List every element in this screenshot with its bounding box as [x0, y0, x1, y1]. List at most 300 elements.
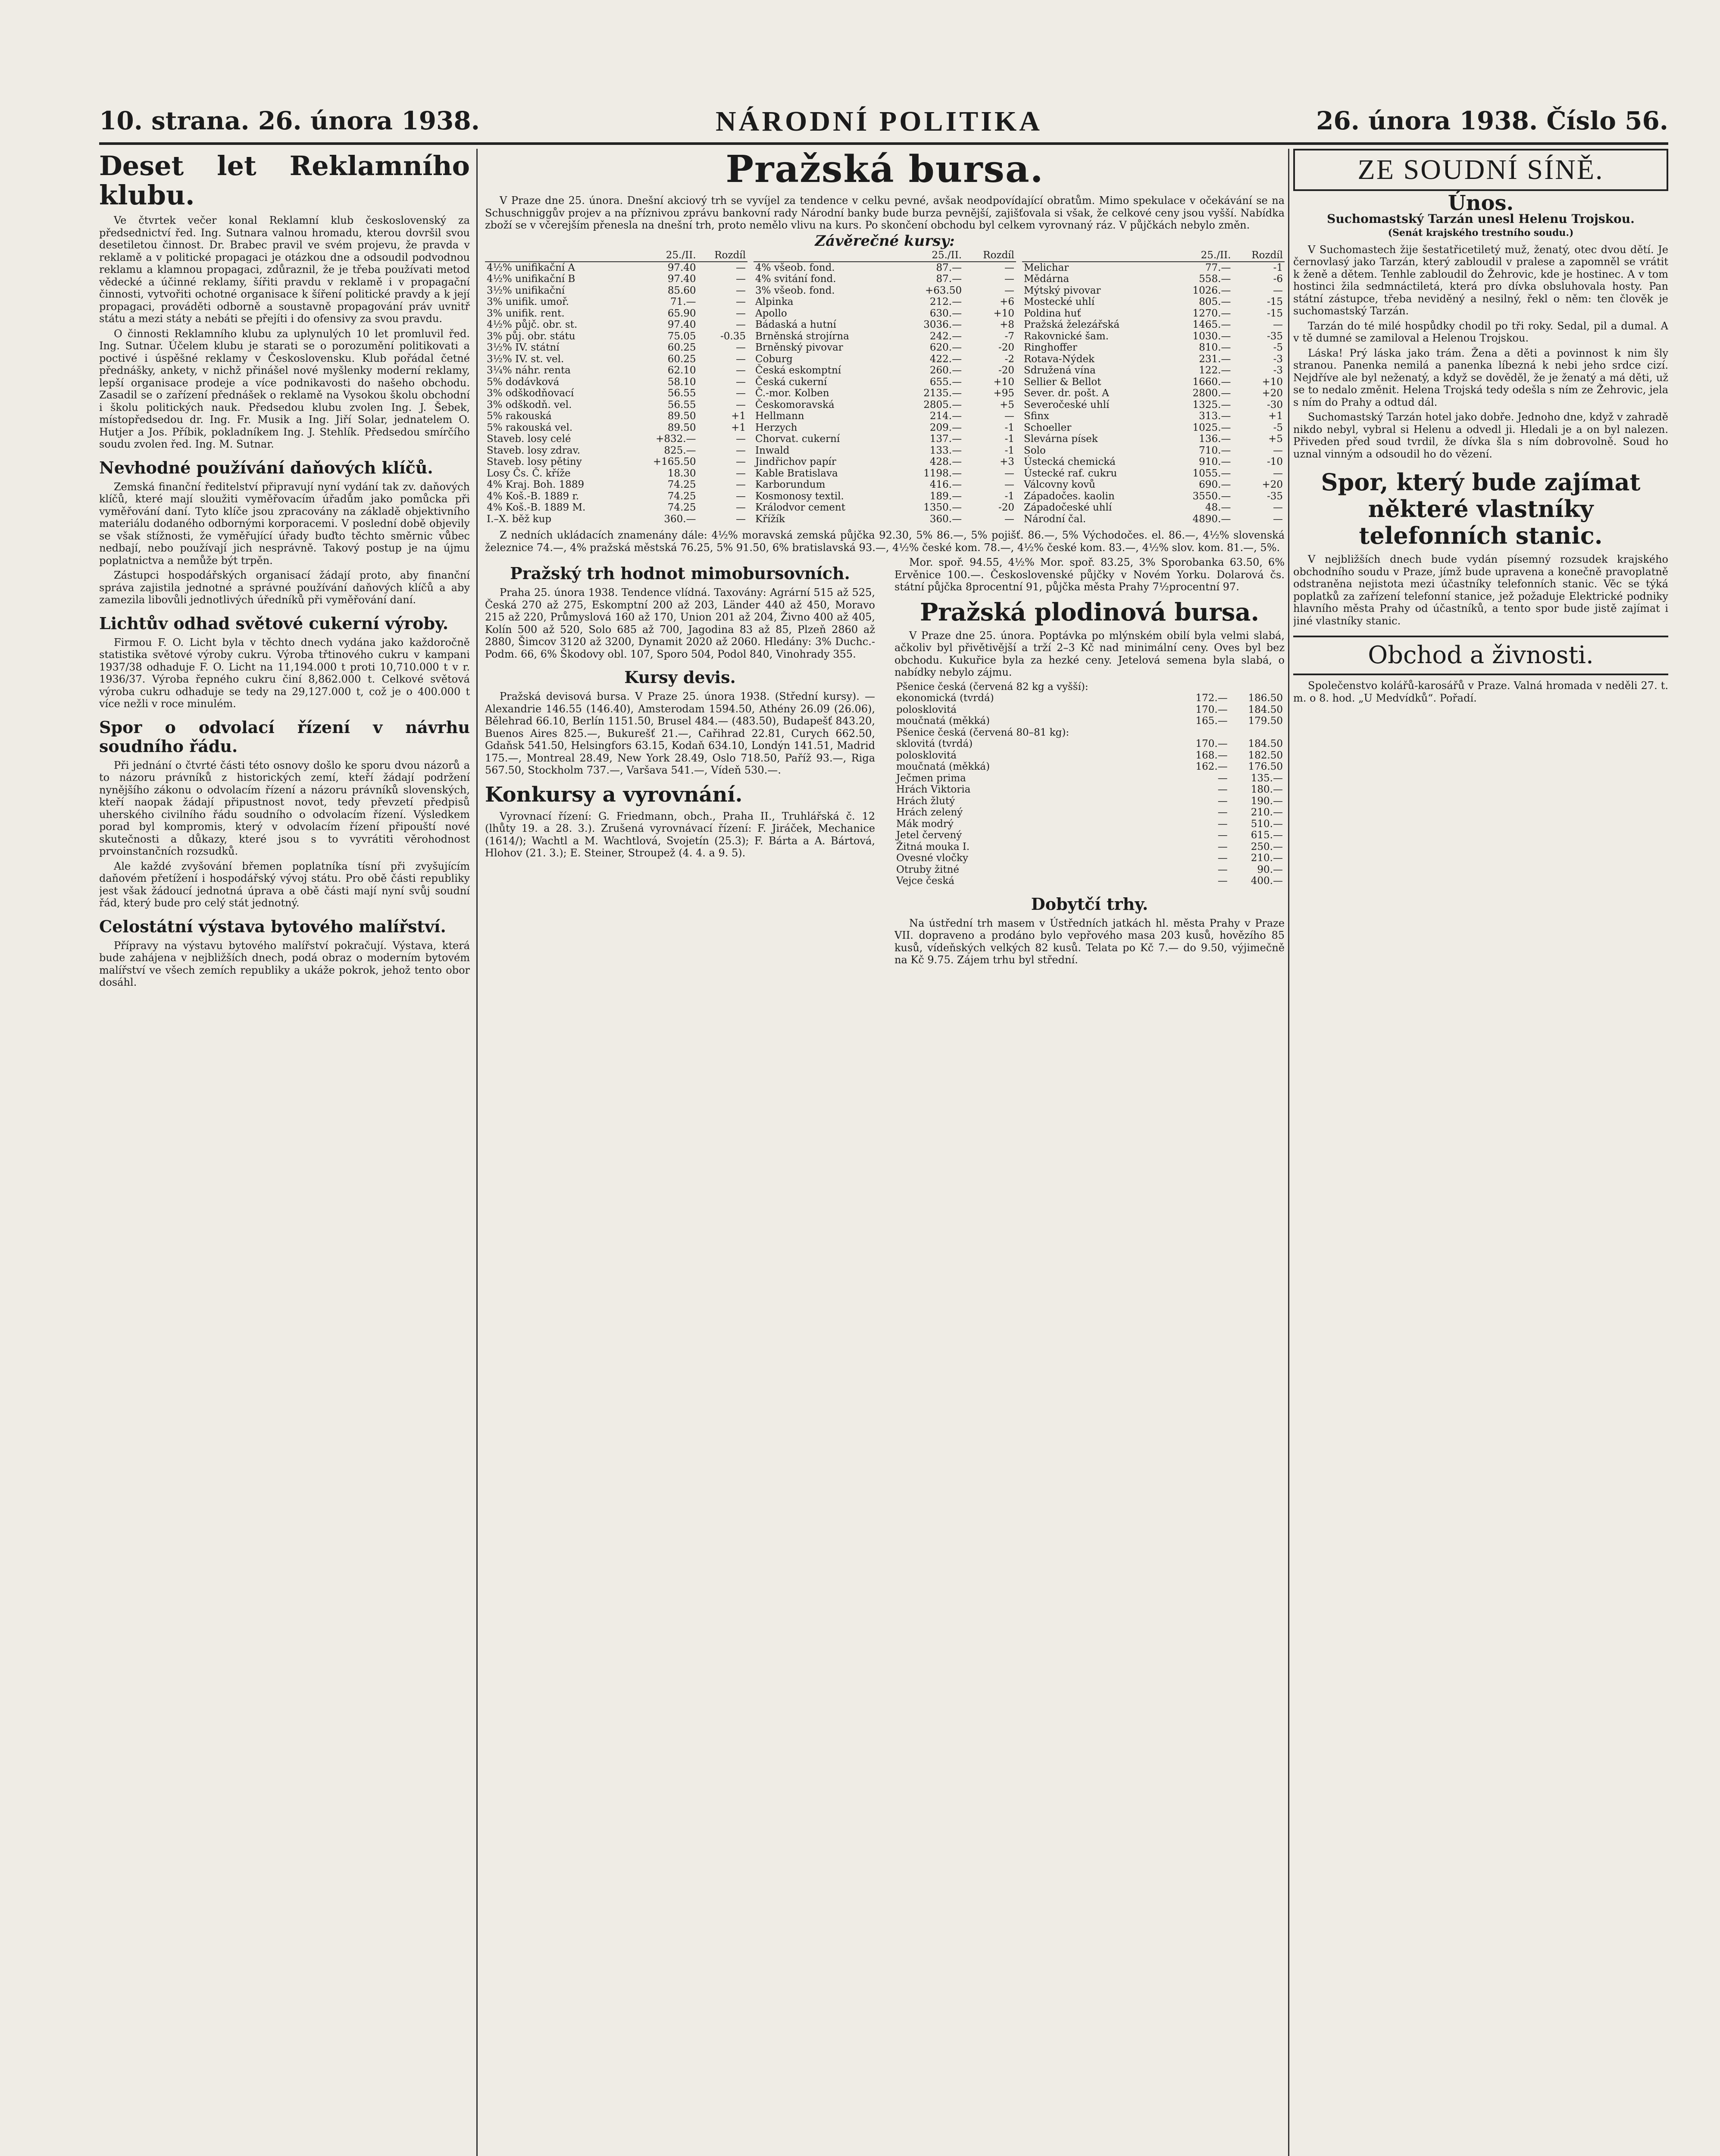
table-cell: 3% unifik. umoř. — [487, 296, 569, 307]
table-cell: Žitná mouka I. — [896, 841, 970, 852]
section-paragraph: Vyrovnací řízení: G. Friedmann, obch., Praha II., Truhlářská č. 12 (lhůty 19. a 28. 3.). Zrušená vyrovnávací řízení: F. Jiráček, Mechanice (1614/); Wachtl a M. Wachtlová, Svojetín (25.3); F. Bárta a A. Bártová, Hlohov (21. 3.); E. Steiner, Stroupež (4. 4. a 9. 5). — [485, 810, 875, 859]
table-cell: 3¼% náhr. renta — [487, 365, 571, 376]
table-cell: — — [736, 342, 746, 353]
table-cell: Brněnský pivovar — [755, 342, 843, 353]
table-cell: Mýtský pivovar — [1024, 285, 1101, 296]
table-row — [754, 411, 1016, 422]
table-cell — [1229, 681, 1285, 693]
table-cell: — — [1217, 841, 1228, 852]
table-row — [754, 273, 1016, 285]
table-cell: — — [736, 307, 746, 319]
table-cell: -2 — [1004, 353, 1014, 365]
table-row — [485, 399, 747, 411]
table-cell: 85.60 — [667, 285, 696, 296]
table-cell: Válcovny kovů — [1024, 479, 1095, 490]
table-cell: — — [1004, 273, 1014, 285]
section-title: Dobytčí trhy. — [1031, 894, 1148, 914]
table-cell: — — [736, 467, 746, 479]
rates-table-left — [485, 250, 747, 525]
grain-prices-table — [894, 681, 1285, 887]
table-row — [1022, 285, 1285, 297]
table-row — [754, 433, 1016, 445]
table-cell: 212.— — [929, 296, 962, 307]
table-cell: 422.— — [929, 353, 962, 365]
table-row — [754, 399, 1016, 411]
table-row — [485, 433, 747, 445]
table-cell: 74.25 — [667, 490, 696, 502]
table-cell: 182.50 — [1248, 749, 1283, 761]
article-subtitle: Suchomastský Tarzán unesl Helenu Trojskou. — [1327, 211, 1635, 226]
table-cell: 4½% půjč. obr. st. — [487, 319, 578, 330]
table-cell: 4% svitání fond. — [755, 273, 836, 285]
table-row — [754, 502, 1016, 514]
table-cell: Pražská železářská — [1024, 319, 1120, 330]
table-cell: — — [736, 388, 746, 399]
table-row — [1022, 411, 1285, 422]
table-cell: 3% odškodňovací — [487, 388, 574, 399]
table-row — [1022, 502, 1285, 514]
court-section-box: ZE SOUDNÍ SÍNĚ. — [1293, 149, 1668, 191]
table-cell: 655.— — [929, 376, 962, 388]
table-row — [754, 491, 1016, 502]
table-cell: +63.50 — [925, 285, 962, 296]
table-cell: 170.— — [1195, 704, 1228, 715]
table-cell: 2805.— — [923, 399, 962, 411]
table-row — [754, 354, 1016, 365]
table-row — [1022, 319, 1285, 331]
article-title: Deset let Reklamního klubu. — [99, 150, 470, 211]
table-cell: Brněnská strojírna — [755, 330, 849, 342]
table-cell: — — [736, 490, 746, 502]
section-title: Kursy devis. — [624, 667, 736, 687]
table-cell: — — [1273, 285, 1283, 296]
table-cell: Národní čal. — [1024, 513, 1086, 525]
table-cell: 87.— — [936, 262, 962, 273]
table-row — [485, 376, 747, 388]
table-cell: — — [1273, 513, 1283, 525]
table-row — [754, 456, 1016, 468]
table-cell: — — [1217, 784, 1228, 795]
article-title: Spor, který bude zajímat některé vlastníky telefonních stanic. — [1321, 468, 1641, 549]
table-cell: 60.25 — [667, 342, 696, 353]
table-cell: 5% dodávková — [487, 376, 560, 388]
table-row — [485, 331, 747, 342]
table-cell: Ringhoffer — [1024, 342, 1077, 353]
table-row — [485, 319, 747, 331]
table-cell: 1465.— — [1192, 319, 1231, 330]
article-paragraph: V nejbližších dnech bude vydán písemný rozsudek krajského obchodního soudu v Praze, jímž bude upravena a konečně pravoplatně odstraněna nejistota mezi účastníky telefonních stanic. Věc se týká poplatků za zařízení telefonní stanice, jež požaduje Elektrické podniky hlavního města Prahy od účastníků, a tento spor bude jistě zajímat i jiné vlastníky stanic. — [1293, 553, 1668, 627]
table-cell: Bádaská a hutní — [755, 319, 836, 330]
table-cell: 428.— — [929, 456, 962, 467]
table-cell: Králodvor cement — [755, 502, 845, 513]
table-row — [894, 773, 1285, 784]
table-cell — [1178, 727, 1229, 739]
table-cell: Slevárna písek — [1024, 433, 1098, 445]
table-row — [1022, 308, 1285, 320]
table-row — [1022, 388, 1285, 399]
table-cell: — — [1217, 875, 1228, 887]
article-paragraph: Suchomastský Tarzán hotel jako dobře. Jednoho dne, když v zahradě nikdo nebyl, vybral si Helenu a odvedl ji. Hledali je a on byl nalezen. Přiveden před soud tvrdil, že dívka šla s ním dobrovolně. Soud ho uznal vinným a odsoudil ho do vězení. — [1293, 411, 1668, 460]
table-row — [485, 262, 747, 274]
table-cell: 630.— — [929, 307, 962, 319]
table-cell: 190.— — [1251, 795, 1283, 807]
table-cell: Mostecké uhlí — [1024, 296, 1095, 307]
table-row — [485, 456, 747, 468]
table-cell: +5 — [1000, 399, 1014, 411]
column-header — [1022, 250, 1170, 262]
table-row — [754, 479, 1016, 491]
table-cell: -3 — [1273, 353, 1283, 365]
table-row — [754, 262, 1016, 274]
table-cell: 65.90 — [667, 307, 696, 319]
table-cell: +832.— — [656, 433, 696, 445]
table-row — [754, 319, 1016, 331]
table-cell: Ovesné vločky — [896, 852, 969, 864]
table-cell: I.–X. běž kup — [487, 513, 552, 525]
table-row — [1022, 376, 1285, 388]
section-paragraph: Mor. spoř. 94.55, 4½% Mor. spoř. 83.25, 3% Sporobanka 63.50, 6% Ervěnice 100.—. Československé půjčky v Novém Yorku. Dolarová čs. státní půjčka 8procentní 91, půjčka města Prahy 7½procentní 97. — [894, 556, 1285, 593]
table-cell: 135.— — [1251, 772, 1283, 784]
table-cell: 133.— — [929, 445, 962, 456]
table-cell: 3% odškodň. vel. — [487, 399, 572, 411]
table-cell: Ječmen prima — [896, 772, 966, 784]
table-cell: 97.40 — [667, 262, 696, 273]
table-cell: +1 — [731, 422, 746, 433]
table-cell: -0.35 — [720, 330, 746, 342]
table-cell: Chorvat. cukerní — [755, 433, 840, 445]
table-cell: -6 — [1273, 273, 1283, 285]
table-cell: polosklovitá — [896, 704, 957, 715]
table-cell: — — [1217, 864, 1228, 875]
table-cell: — — [736, 456, 746, 467]
section-paragraph: Pražská devisová bursa. V Praze 25. února 1938. (Střední kursy). — Alexandrie 146.55 (146.40), Amsterodam 1594.50, Athény 26.09 (26.06), Bělehrad 66.10, Berlín 1151.50, Brusel 484.— (483.50), Budapešť 843.20, Buenos Aires 825.—, Bukurešť 21.—, Cařihrad 22.81, Curych 662.50, Gdaňsk 541.50, Helsingfors 63.15, Kodaň 634.10, Londýn 141.51, Madrid 175.—, Montreal 28.49, New York 28.49, Oslo 718.50, Paříž 93.—, Riga 567.50, Stockholm 737.—, Varšava 541.—, Vídeň 530.—. — [485, 690, 875, 776]
table-cell: -1 — [1004, 490, 1014, 502]
table-cell: 3½% IV. st. vel. — [487, 353, 564, 365]
table-row — [894, 715, 1285, 727]
table-row — [894, 807, 1285, 818]
table-cell: Ústecké raf. cukru — [1024, 467, 1117, 479]
table-cell: -3 — [1273, 365, 1283, 376]
table-cell: — — [1273, 467, 1283, 479]
table-row — [485, 514, 747, 525]
table-cell: 90.— — [1257, 864, 1283, 875]
article-paragraph: Tarzán do té milé hospůdky chodil po tři roky. Sedal, pil a dumal. A v tě dumné se zamiloval a Helenou Trojskou. — [1293, 320, 1668, 344]
table-cell: 710.— — [1199, 445, 1231, 456]
table-cell: +3 — [1000, 456, 1014, 467]
table-cell: Sfinx — [1024, 411, 1049, 422]
rates-table-right — [1022, 250, 1285, 525]
column-header — [754, 250, 901, 262]
bursa-lower — [485, 556, 1285, 969]
table-row — [485, 273, 747, 285]
table-row — [485, 422, 747, 434]
article-paragraph: O činnosti Reklamního klubu za uplynulých 10 let promluvil řed. Ing. Sutnar. Účelem klubu je starati se o porozumění politikovati a poctivé i úspěšné reklamy v Československu. Klub pořádal četné přednášky, ankety, v nichž přinášel nové myšlenky moderní reklamy, lepší organisace prodeje a více podnikavosti do našeho obchodu. Zasadil se o zařízení přednášek o reklamě na Vysokou školu obchodní i školu politických nauk. Předsedou klubu zvolen Ing. J. Šebek, místopředsedou dr. Ing. Fr. Musik a Ing. Jiří Solar, jednatelem O. Hutjer a Jos. Příbik, pokladníkem Ing. J. Stehlík. Předsedou smírčího soudu zvolen řed. Ing. M. Sutnar. — [99, 327, 470, 450]
table-cell: 810.— — [1199, 342, 1231, 353]
table-cell: 1055.— — [1192, 467, 1231, 479]
article-paragraph: V Suchomastech žije šestatřicetiletý muž, ženatý, otec dvou dětí. Je černovlasý jako Tarzán, který zabloudil v pralese a zapomněl se vrátit k ženě a dětem. Tenhle zabloudil do Žehrovic, kde je hostinec. A v tom hostinci žila sedmnáctiletá, která pro dívka obsluhovala hosty. Pan státní zástupce, třeba neviděný a nesilný, řekl o něm: ten člověk je suchomastský Tarzán. — [1293, 243, 1668, 317]
table-cell: 18.30 — [667, 467, 696, 479]
table-cell: -5 — [1273, 422, 1283, 433]
table-cell: 4% Koš.-B. 1889 M. — [487, 502, 586, 513]
table-cell: -30 — [1267, 399, 1283, 411]
column-right — [1293, 149, 1668, 2156]
table-cell: 137.— — [929, 433, 962, 445]
bursa-intro: V Praze dne 25. února. Dnešní akciový trh se vyvíjel za tendence v celku pevné, avšak neodpovídající obratům. Mimo spekulace v očekávání se na Schuschniggův projev a na příznivou zprávu bankovní rady Národní banky bude burza pevnější, zajišťovala si však, že celkové ceny jsou vyšší. Nabídka zboží se v včerejším přenesla na dnešní trh, proto nemělo vlivu na kurs. Po skončení obchodu byl celkem vyrovnaný ráz. V půjčkách nebylo změn. — [485, 194, 1285, 231]
article-title: Lichtův odhad světové cukerní výroby. — [99, 613, 449, 633]
table-cell: Rotava-Nýdek — [1024, 353, 1095, 365]
column-header: Rozdíl — [963, 250, 1016, 262]
table-cell: Apollo — [755, 307, 787, 319]
bursa-notes: Z nedních ukládacích znamenány dále: 4½% moravská zemská půjčka 92.30, 5% 86.—, 5% pojišť. 86.—, 5% Východočes. el. 86.—, 4½% slovenská železnice 74.—, 4% pražská městská 76.25, 5% 91.50, 6% bratislavská 93.—, 4½% české kom. 78.—, 4½% české kom. 83.—, 4½% slov. kom. 81.—, 5%. — [485, 529, 1285, 554]
article-paragraph: Přípravy na výstavu bytového malířství pokračují. Výstava, která bude zahájena v nejbližších dnech, podá obraz o moderním bytovém malířství ve všech zemích republiky a ukáže pokrok, jehož tento obor dosáhl. — [99, 939, 470, 988]
table-cell: Solo — [1024, 445, 1046, 456]
table-cell: — — [1217, 772, 1228, 784]
table-cell: 186.50 — [1248, 693, 1283, 704]
table-cell: Jetel červený — [896, 830, 962, 841]
table-cell: — — [1004, 262, 1014, 273]
table-cell: — — [736, 376, 746, 388]
table-cell: 184.50 — [1248, 704, 1283, 715]
table-cell: 260.— — [929, 365, 962, 376]
column-header: 25./II. — [901, 250, 963, 262]
rates-tables — [485, 250, 1285, 525]
table-cell: 74.25 — [667, 479, 696, 490]
table-cell: 416.— — [929, 479, 962, 490]
table-row — [1022, 331, 1285, 342]
table-cell: 4½% unifikační B — [487, 273, 575, 285]
table-cell — [1229, 727, 1285, 739]
table-cell: Západočeské uhlí — [1024, 502, 1112, 513]
table-cell: Otruby žitné — [896, 864, 960, 875]
table-cell: -1 — [1004, 445, 1014, 456]
table-row — [1022, 354, 1285, 365]
table-cell: 558.— — [1199, 273, 1231, 285]
table-cell: 3% půj. obr. státu — [487, 330, 575, 342]
table-cell: 1660.— — [1192, 376, 1231, 388]
article-title: Nevhodné používání daňových klíčů. — [99, 458, 433, 477]
table-cell: 3% všeob. fond. — [755, 285, 835, 296]
table-cell: — — [736, 513, 746, 525]
table-cell: 620.— — [929, 342, 962, 353]
table-cell: +165.50 — [653, 456, 696, 467]
table-cell: 97.40 — [667, 319, 696, 330]
section-paragraph: Na ústřední trh masem v Ústředních jatkách hl. města Prahy v Praze VII. dopraveno a prodáno bylo vepřového masa 203 kusů, hovězího 85 kusů, vídeňských velkých 82 kusů. Telata po Kč 7.— do 9.50, výjimečně na Kč 9.75. Zájem trhu byl střední. — [894, 917, 1285, 966]
table-cell: — — [736, 285, 746, 296]
table-cell: Hrách zelený — [896, 807, 963, 818]
table-row — [485, 502, 747, 514]
table-row — [485, 479, 747, 491]
table-cell: 615.— — [1251, 830, 1283, 841]
column-left — [99, 149, 470, 2156]
table-cell: — — [1217, 818, 1228, 830]
table-cell: -5 — [1273, 342, 1283, 353]
table-cell: Schoeller — [1024, 422, 1072, 433]
table-cell: 2135.— — [923, 388, 962, 399]
table-cell: 510.— — [1251, 818, 1283, 830]
table-cell: -15 — [1267, 307, 1283, 319]
table-cell: -20 — [998, 342, 1014, 353]
table-row — [485, 468, 747, 479]
table-row — [754, 468, 1016, 479]
column-divider — [476, 149, 478, 2156]
table-cell: 209.— — [929, 422, 962, 433]
table-cell: 3½% IV. státní — [487, 342, 560, 353]
table-cell: Česká cukerní — [755, 376, 827, 388]
table-cell: moučnatá (měkká) — [896, 715, 990, 727]
column-header: 25./II. — [631, 250, 697, 262]
table-cell: 170.— — [1195, 738, 1228, 749]
table-cell: sklovitá (tvrdá) — [896, 738, 973, 749]
table-cell: Pšenice česká (červená 80–81 kg): — [896, 727, 1070, 738]
table-row — [1022, 273, 1285, 285]
table-cell: Coburg — [755, 353, 793, 365]
table-cell: -20 — [998, 502, 1014, 513]
table-cell: 1026.— — [1192, 285, 1231, 296]
table-row — [1022, 468, 1285, 479]
table-cell: Poldina huť — [1024, 307, 1081, 319]
table-cell: — — [736, 445, 746, 456]
table-cell: — — [736, 502, 746, 513]
table-cell: -1 — [1273, 262, 1283, 273]
table-cell: 4% Koš.-B. 1889 r. — [487, 490, 579, 502]
table-cell: Jindřichov papír — [755, 456, 836, 467]
table-row — [1022, 342, 1285, 354]
table-cell: 180.— — [1251, 784, 1283, 795]
table-cell: — — [1217, 852, 1228, 864]
table-cell: 77.— — [1205, 262, 1231, 273]
table-cell: — — [1273, 319, 1283, 330]
bursa-lower-right — [894, 556, 1285, 969]
table-cell: Staveb. losy pětiny — [487, 456, 582, 467]
table-cell: — — [1004, 411, 1014, 422]
table-cell: 165.— — [1195, 715, 1228, 727]
table-cell: 242.— — [929, 330, 962, 342]
table-cell: moučnatá (měkká) — [896, 761, 990, 772]
article-paragraph: Zemská finanční ředitelství připravují nyní vydání tak zv. daňových klíčů, které mají sloužiti vyměřovacím úřadům jako pomůcka při vyměřování daní. Tyto klíče jsou zpracovány na základě objektivního materiálu dodaného odbornými korporacemi. V poslední době objevily se však stížnosti, že vyměřující úřady buďto těchto směrnic vůbec nedbají, nebo používají jich nesprávně. Takový postup je na újmu poplatnictva a nemůže být trpěn. — [99, 480, 470, 567]
table-row — [894, 864, 1285, 876]
section-paragraph: Praha 25. února 1938. Tendence vlídná. Taxovány: Agrární 515 až 525, Česká 270 až 275, Eskomptní 200 až 203, Länder 440 až 450, Moravo 215 až 220, Průmyslová 160 až 170, Union 201 až 204, Živno 400 až 405, Kolín 500 až 520, Solo 685 až 700, Jagodina 83 až 85, Plzeň 2860 až 2880, Šimcov 3120 až 3200, Dynamit 2020 až 2060. Hledány: 3% Duchc.-Podm. 66, 6% Škodovy obl. 107, Sporo 504, Podol 840, Vinohrady 355. — [485, 586, 875, 660]
table-row — [1022, 365, 1285, 376]
closing-rates-title: Závěrečné kursy: — [815, 232, 955, 250]
table-cell: 97.40 — [667, 273, 696, 285]
table-cell: 1025.— — [1192, 422, 1231, 433]
column-divider — [1288, 149, 1289, 2156]
table-cell: — — [1004, 467, 1014, 479]
table-cell: Severočeské uhlí — [1024, 399, 1110, 411]
table-cell: Inwald — [755, 445, 790, 456]
table-row — [754, 331, 1016, 342]
table-cell: Staveb. losy celé — [487, 433, 571, 445]
table-row — [754, 376, 1016, 388]
table-cell: — — [1004, 285, 1014, 296]
table-cell: Sever. dr. pošt. A — [1024, 388, 1109, 399]
column-header: 25./II. — [1170, 250, 1233, 262]
table-row — [1022, 433, 1285, 445]
article-subtitle: (Senát krajského trestního soudu.) — [1388, 227, 1574, 238]
table-row — [485, 342, 747, 354]
table-cell: 360.— — [664, 513, 696, 525]
bursa-lower-left — [485, 556, 875, 969]
table-cell: 400.— — [1251, 875, 1283, 887]
article-paragraph: Ale každé zvyšování břemen poplatníka tísní při zvyšujícím daňovém přetížení i hospodářský vývoj státu. Pro obě části republiky jest však žádoucí jednotná úprava a obě části mají nyní svůj soudní řád, který bude pro celý stát jednotný. — [99, 860, 470, 909]
table-cell: 136.— — [1199, 433, 1231, 445]
table-row — [894, 750, 1285, 761]
table-cell: — — [1004, 479, 1014, 490]
table-cell: -1 — [1004, 433, 1014, 445]
table-cell: 162.— — [1195, 761, 1228, 772]
table-row — [894, 761, 1285, 773]
table-cell: Kable Bratislava — [755, 467, 838, 479]
table-cell: Sdružená vína — [1024, 365, 1096, 376]
table-row — [894, 738, 1285, 750]
page-date-left: 10. strana. 26. února 1938. — [99, 106, 480, 135]
table-row — [1022, 456, 1285, 468]
table-cell: 87.— — [936, 273, 962, 285]
table-row — [485, 411, 747, 422]
table-row — [894, 727, 1285, 739]
table-cell: — — [1217, 795, 1228, 807]
table-cell: Západočes. kaolin — [1024, 490, 1115, 502]
table-cell: 5% rakouská vel. — [487, 422, 573, 433]
article-paragraph: Společenstvo kolářů-karosářů v Praze. Valná hromada v neděli 27. t. m. o 8. hod. „U Medvídků“. Pořadí. — [1293, 680, 1668, 704]
table-cell: 56.55 — [667, 399, 696, 411]
table-row — [754, 388, 1016, 399]
table-cell: — — [1273, 502, 1283, 513]
table-row — [754, 342, 1016, 354]
table-cell: 58.10 — [667, 376, 696, 388]
table-cell: +1 — [1268, 411, 1283, 422]
table-cell: 89.50 — [667, 422, 696, 433]
table-cell: 210.— — [1251, 807, 1283, 818]
table-cell: +95 — [993, 388, 1014, 399]
section-paragraph: V Praze dne 25. února. Poptávka po mlýnském obilí byla velmi slabá, ačkoliv byl přivětivější a trží 2–3 Kč nad minimální ceny. Oves byl bez obchodu. Kukuřice byla za hezké ceny. Jetelová semena byla slabá, o nabídky nebylo zájmu. — [894, 629, 1285, 678]
article-title: Celostátní výstava bytového malířství. — [99, 916, 446, 936]
table-cell: Staveb. losy zdrav. — [487, 445, 581, 456]
table-row — [1022, 479, 1285, 491]
table-cell: Vejce česká — [896, 875, 954, 887]
table-cell: 1270.— — [1192, 307, 1231, 319]
table-cell: — — [736, 399, 746, 411]
table-cell: 71.— — [670, 296, 696, 307]
table-cell: 1198.— — [923, 467, 962, 479]
table-cell: 2800.— — [1192, 388, 1231, 399]
section-title: Pražský trh hodnot mimobursovních. — [510, 564, 850, 583]
table-cell: 4% všeob. fond. — [755, 262, 835, 273]
table-cell: — — [1273, 445, 1283, 456]
table-row — [894, 693, 1285, 704]
table-cell: Hellmann — [755, 411, 804, 422]
table-cell: — — [1004, 513, 1014, 525]
table-row — [1022, 399, 1285, 411]
table-cell: — — [736, 262, 746, 273]
table-cell: 250.— — [1251, 841, 1283, 852]
table-cell: 805.— — [1199, 296, 1231, 307]
table-cell: 184.50 — [1248, 738, 1283, 749]
table-row — [754, 308, 1016, 320]
table-row — [754, 296, 1016, 308]
table-cell: Alpinka — [755, 296, 794, 307]
table-cell: 1350.— — [923, 502, 962, 513]
table-cell: Herzych — [755, 422, 797, 433]
table-cell: +20 — [1262, 388, 1283, 399]
table-cell: -35 — [1267, 330, 1283, 342]
table-cell: Křížík — [755, 513, 785, 525]
table-cell: 1325.— — [1192, 399, 1231, 411]
table-row — [754, 445, 1016, 457]
table-cell: 360.— — [929, 513, 962, 525]
section-title: Pražská plodinová bursa. — [919, 598, 1260, 627]
table-cell: 3550.— — [1192, 490, 1231, 502]
